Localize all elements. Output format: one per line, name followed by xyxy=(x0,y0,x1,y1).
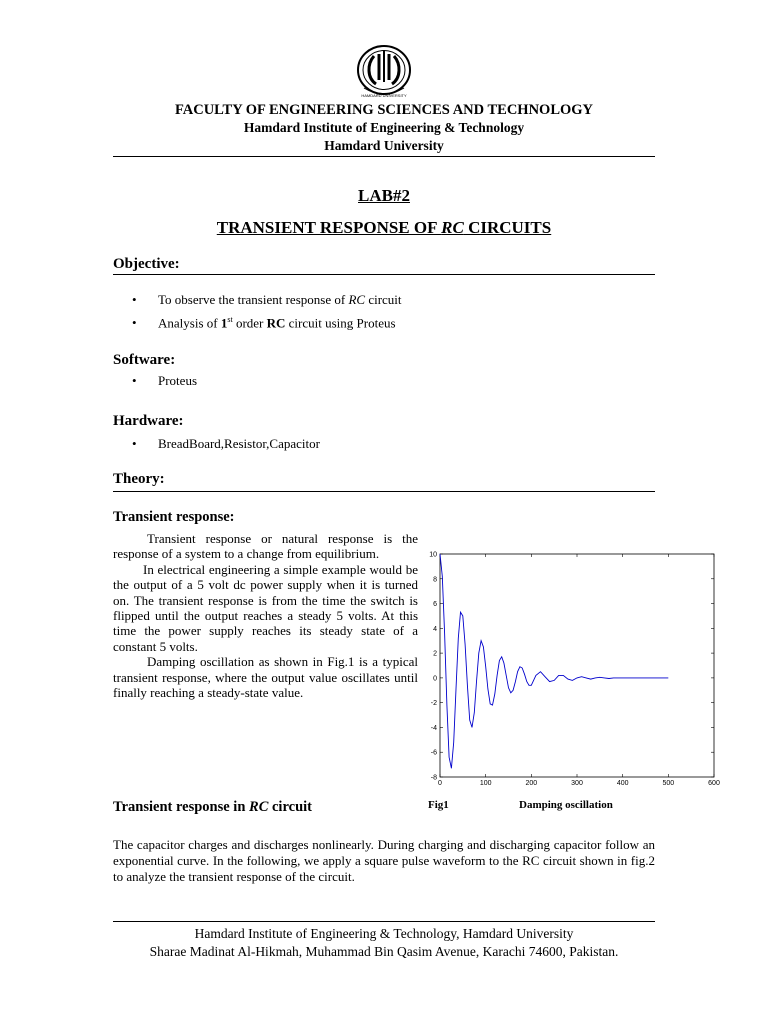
paragraph-example: In electrical engineering a simple example would be the output of a 5 volt dc power supply when it is turned on. The transient response is from the time the switch is flipped until the output reaches a steady 5 volts. At this time the power supply reaches its steady state of a constant 5 volts. xyxy=(113,561,418,654)
y-tick-label: -8 xyxy=(430,774,437,782)
figure-caption: Damping oscillation xyxy=(519,799,613,811)
software-heading: Software: xyxy=(113,352,176,368)
university-seal-icon xyxy=(354,44,414,102)
footer-divider xyxy=(113,921,655,922)
x-tick-label: 500 xyxy=(662,780,675,787)
paragraph-definition: Transient response or natural response is the response of a system to a change from equilibrium. xyxy=(113,531,418,562)
rc-transient-heading: Transient response in RC circuit xyxy=(113,799,312,815)
damping-oscillation-chart xyxy=(424,546,724,796)
faculty-name: FACULTY OF ENGINEERING SCIENCES AND TECHNOLOGY xyxy=(174,102,594,118)
paragraph-damping: Damping oscillation as shown in Fig.1 is a typical transient response, where the output value oscillates until finally reaching a steady-state value. xyxy=(113,654,418,701)
x-tick-label: 100 xyxy=(479,780,492,787)
bullet-icon: • xyxy=(132,436,137,451)
x-tick-label: 200 xyxy=(525,780,538,787)
logo-ring-text: HAMDARD UNIVERSITY xyxy=(361,93,407,98)
footer-institute: Hamdard Institute of Engineering & Technology, Hamdard University xyxy=(194,926,574,941)
y-tick-label: 6 xyxy=(433,601,437,609)
hardware-heading: Hardware: xyxy=(113,413,184,429)
chart-frame xyxy=(440,554,714,777)
y-tick-label: 10 xyxy=(429,551,437,559)
bullet-icon: • xyxy=(132,315,137,330)
y-tick-label: -2 xyxy=(430,700,437,708)
y-tick-label: 8 xyxy=(433,576,437,584)
figure-label: Fig1 xyxy=(428,799,449,811)
bullet-icon: • xyxy=(132,292,137,307)
x-tick-label: 0 xyxy=(438,780,442,787)
university-name: Hamdard University xyxy=(324,138,444,153)
y-tick-label: 2 xyxy=(433,650,437,658)
x-tick-label: 400 xyxy=(616,780,629,787)
y-tick-label: 0 xyxy=(433,675,437,683)
lab-title: TRANSIENT RESPONSE OF RC CIRCUITS xyxy=(216,218,552,237)
lab-document-page: HAMDARD UNIVERSITY FACULTY OF ENGINEERING SCIENCES AND TECHNOLOGY Hamdard Institute of Engineering & Technology Hamdard University LAB#2 TRANSIENT RESPONSE OF RC CIRCUITS Objective: • To observe the transient response of RC circuit • Analysis of 1st order RC circuit using Proteus Software: • Proteus Hardware: • BreadBoard,Resistor,Capacitor Theory: Transient response: Transient response or natural response is the response of a system to a change from equilibrium. In electrical engineering a simple example would be the output of a 5 volt dc power supply when it is turned on. The transient response is from the time the switch is flipped until the output reaches a steady 5 volts. At this time the power supply reaches its steady state of a constant 5 volts. Damping oscillation as shown in Fig.1 is a typical transient response, where the output value oscillates until finally reaching a steady-state value. 0 100 200 300 400 500 600 10 8 6 4 2 0 -2 -4 -6 -8 Fig1 Damping oscillation Transient response in RC circuit The capacitor charges and discharges nonlinearly. During charging and discharging capacitor follow an exponential curve. In the following, we apply a square pulse waveform to the RC circuit shown in fig.2 to analyze the transient response of the circuit. Hamdard Institute of Engineering & Technology, Hamdard University Sharae Madinat Al-Hikmah, Muhammad Bin Qasim Avenue, Karachi 74600, Pakistan. xyxy=(0,0,768,1024)
footer-address: Sharae Madinat Al-Hikmah, Muhammad Bin Qasim Avenue, Karachi 74600, Pakistan. xyxy=(149,944,619,959)
y-tick-label: -6 xyxy=(430,749,437,757)
transient-response-heading: Transient response: xyxy=(113,509,235,525)
theory-divider xyxy=(113,491,655,492)
paragraph-capacitor: The capacitor charges and discharges nonlinearly. During charging and discharging capacitor follow an exponential curve. In the following, we apply a square pulse waveform to the RC circuit shown in fig.2 to analyze the transient response of the circuit. xyxy=(113,837,655,884)
x-tick-label: 600 xyxy=(708,780,720,787)
lab-number: LAB#2 xyxy=(358,186,410,205)
objective-divider xyxy=(113,274,655,275)
theory-heading: Theory: xyxy=(113,471,165,487)
y-tick-label: -4 xyxy=(430,724,437,732)
header-divider xyxy=(113,156,655,157)
institute-name: Hamdard Institute of Engineering & Technology xyxy=(243,120,525,135)
objective-heading: Objective: xyxy=(113,256,180,272)
theory-text-column xyxy=(113,531,418,700)
damped-oscillation-series xyxy=(440,554,668,768)
bullet-icon: • xyxy=(132,373,137,388)
y-tick-label: 4 xyxy=(433,625,437,633)
x-tick-label: 300 xyxy=(571,780,583,787)
